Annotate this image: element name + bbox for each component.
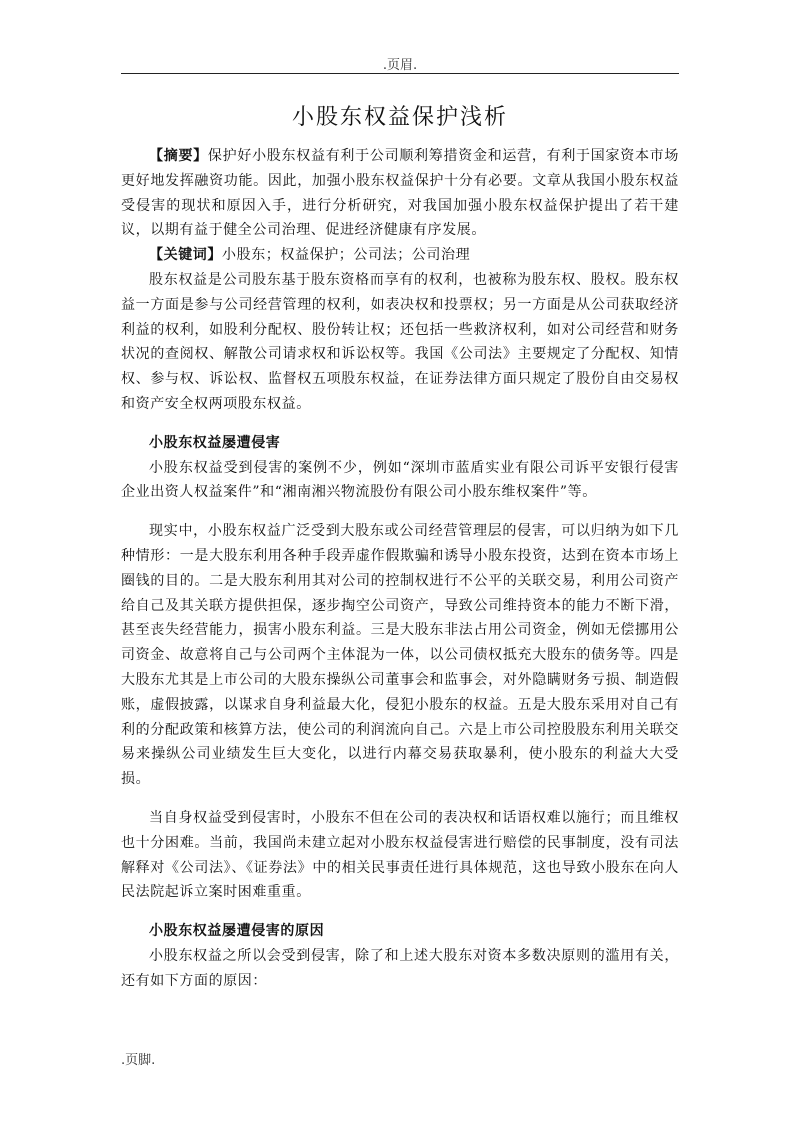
spacer <box>121 505 679 519</box>
page-footer: .页脚. <box>121 1053 156 1068</box>
abstract-paragraph <box>121 144 679 243</box>
header-divider <box>121 73 679 74</box>
abstract-text: 保护好小股东权益有利于公司顺利筹措资金和运营，有利于国家资本市场更好地发挥融资功能。因此，加强小股东权益保护十分有必要。文章从我国小股东权益受侵害的现状和原因入手，进行分析研究，对我国加强小股东权益保护提出了若干建议，以期有益于健全公司治理、促进经济健康有序发展。 <box>121 148 679 239</box>
intro-paragraph: 股东权益是公司股东基于股东资格而享有的权利，也被称为股东权、股权。股东权益一方面是参与公司经营管理的权利，如表决权和投票权；另一方面是从公司获取经济利益的权利，如股利分配权、股份转让权；还包括一些救济权利，如对公司经营和财务状况的查阅权、解散公司请求权和诉讼权等。我国《公司法》主要规定了分配权、知情权、参与权、诉讼权、监督权五项股东权益，在证券法律方面只规定了股份自由交易权和资产安全权两项股东权益。 <box>121 271 679 412</box>
keywords-label: 【关键词】 <box>149 247 222 264</box>
section1-paragraph: 当自身权益受到侵害时，小股东不但在公司的表决权和话语权难以施行；而且维权也十分困难。当前，我国尚未建立起对小股东权益侵害进行赔偿的民事制度，没有司法解释对《公司法》、《证券法》中的相关民事责任进行具体规范，这也导致小股东在向人民法院起诉立案时困难重重。 <box>121 809 679 901</box>
spacer <box>121 792 679 806</box>
page-header: .页眉. <box>382 58 418 73</box>
abstract-label: 【摘要】 <box>149 148 208 164</box>
section2-paragraph: 小股东权益之所以会受到侵害，除了和上述大股东对资本多数决原则的滥用有关，还有如下方面的原因： <box>121 947 679 989</box>
section-heading-2: 小股东权益屡遭侵害的原因 <box>149 923 325 940</box>
document-body <box>121 144 679 994</box>
spacer <box>121 417 679 431</box>
spacer <box>121 905 679 919</box>
document-title: 小股东权益保护浅析 <box>291 105 508 130</box>
section-heading-1: 小股东权益屡遭侵害 <box>149 434 281 451</box>
keywords-paragraph <box>121 243 679 268</box>
section1-paragraph: 现实中，小股东权益广泛受到大股东或公司经营管理层的侵害，可以归纳为如下几种情形：一是大股东利用各种手段弄虚作假欺骗和诱导小股东投资，达到在资本市场上圈钱的目的。二是大股东利用其对公司的控制权进行不公平的关联交易，利用公司资产给自己及其关联方提供担保，逐步掏空公司资产，导致公司维持资本的能力不断下滑，甚至丧失经营能力，损害小股东利益。三是大股东非法占用公司资金，例如无偿挪用公司资金、故意将自己与公司两个主体混为一体，以公司债权抵充大股东的债务等。四是大股东尤其是上市公司的大股东操纵公司董事会和监事会，对外隐瞒财务亏损、制造假账，虚假披露，以谋求自身利益最大化，侵犯小股东的权益。五是大股东采用对自己有利的分配政策和核算方法，使公司的利润流向自己。六是上市公司控股股东利用关联交易来操纵公司业绩发生巨大变化，以进行内幕交易获取暴利，使小股东的利益大大受损。 <box>121 523 679 788</box>
keywords-text: 小股东；权益保护；公司法；公司治理 <box>222 247 471 264</box>
section1-paragraph: 小股东权益受到侵害的案例不少，例如“深圳市蓝盾实业有限公司诉平安银行侵害企业出资人权益案件”和“湘南湘兴物流股份有限公司小股东维权案件”等。 <box>121 459 679 501</box>
